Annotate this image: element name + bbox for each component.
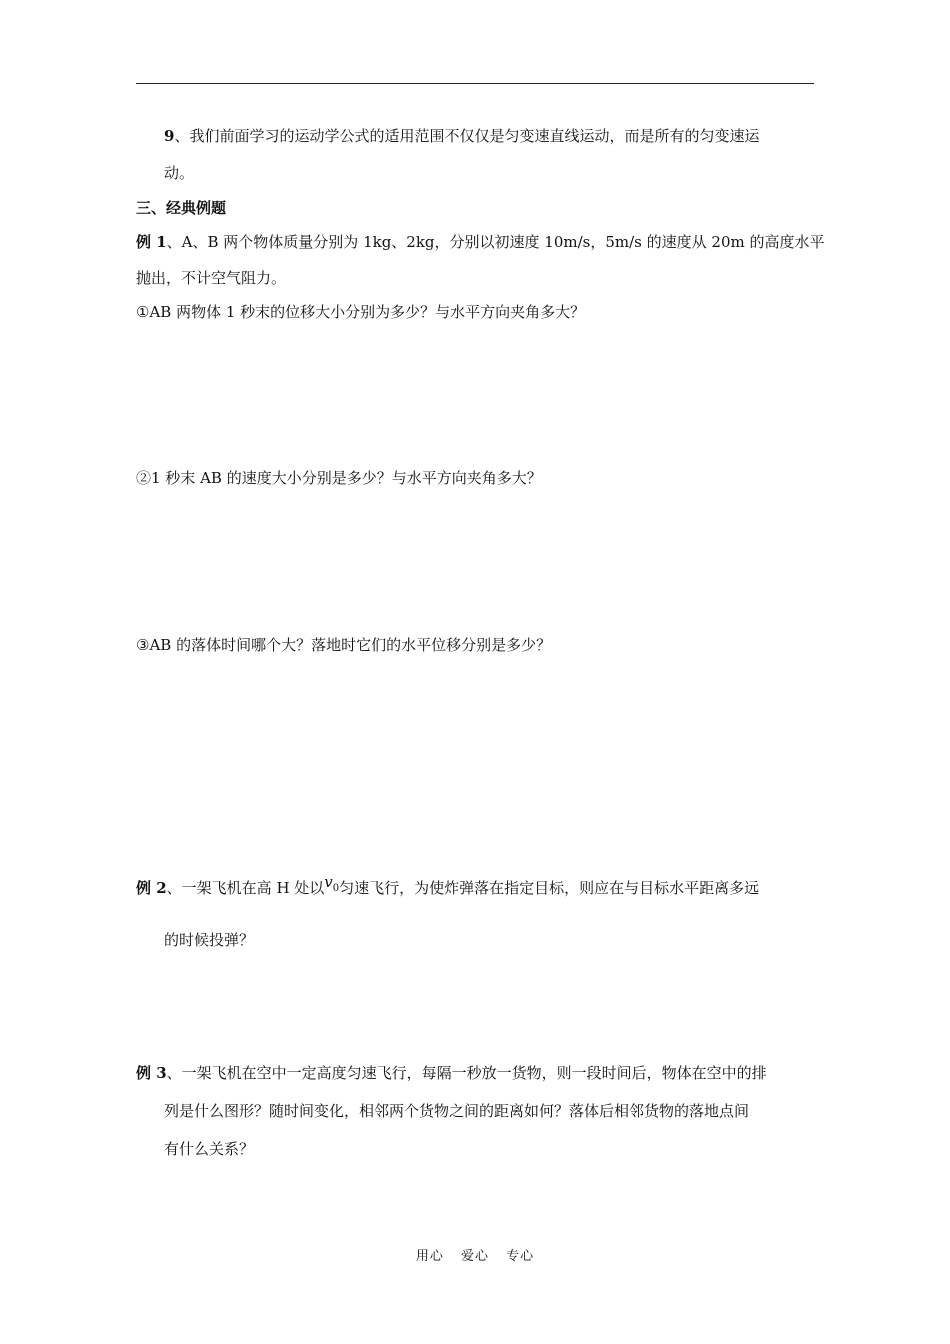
v-symbol: v: [324, 873, 333, 891]
example2-label: 例 2: [136, 879, 167, 897]
v0-symbol: [324, 873, 340, 894]
section-heading: 三、经典例题: [136, 199, 227, 217]
item9-line2: [164, 163, 194, 183]
example2-line1: [136, 873, 760, 905]
page-footer: [0, 1248, 950, 1266]
v-subscript: 0: [332, 883, 340, 894]
item9-text-2: 动。: [164, 164, 195, 182]
example1-question-3: ③AB 的落体时间哪个大？落地时它们的水平位移分别是多少？: [136, 636, 552, 654]
footer-part-2: 爱心: [460, 1249, 489, 1264]
example2-line2: 的时候投弹？: [164, 931, 255, 949]
header-rule: [136, 83, 814, 84]
example2-text-pre: 、一架飞机在高 H 处以: [166, 879, 325, 897]
footer-part-1: 用心: [415, 1249, 444, 1264]
example3-label: 例 3: [136, 1064, 167, 1082]
item9-line1: [164, 126, 759, 146]
example3-line1: [136, 1063, 767, 1083]
example1-question-1: ①AB 两物体 1 秒末的位移大小分别为多少？与水平方向夹角多大？: [136, 303, 586, 321]
example3-text-1: 、一架飞机在空中一定高度匀速飞行，每隔一秒放一货物，则一段时间后，物体在空中的排: [166, 1064, 767, 1082]
example1-text-1: 、A、B 两个物体质量分别为 1kg、2kg，分别以初速度 10m/s，5m/s 的速度从 20m 的高度水平: [166, 233, 825, 251]
example3-line3: 有什么关系？: [164, 1140, 255, 1158]
example3-line2: 列是什么图形？随时间变化，相邻两个货物之间的距离如何？落体后相邻货物的落地点间: [164, 1102, 750, 1120]
example1-line1: [136, 232, 825, 252]
item9-text-1: 、我们前面学习的运动学公式的适用范围不仅仅是匀变速直线运动，而是所有的匀变速运: [174, 127, 760, 145]
example2-text-post: 匀速飞行，为使炸弹落在指定目标，则应在与目标水平距离多远: [339, 879, 760, 897]
example1-line2: 抛出，不计空气阻力。: [136, 269, 287, 287]
example1-label: 例 1: [136, 233, 167, 251]
item9-number: 9: [164, 127, 175, 145]
footer-part-3: 专心: [506, 1249, 535, 1264]
example1-question-2: ②1 秒末 AB 的速度大小分别是多少？与水平方向夹角多大？: [136, 469, 542, 487]
